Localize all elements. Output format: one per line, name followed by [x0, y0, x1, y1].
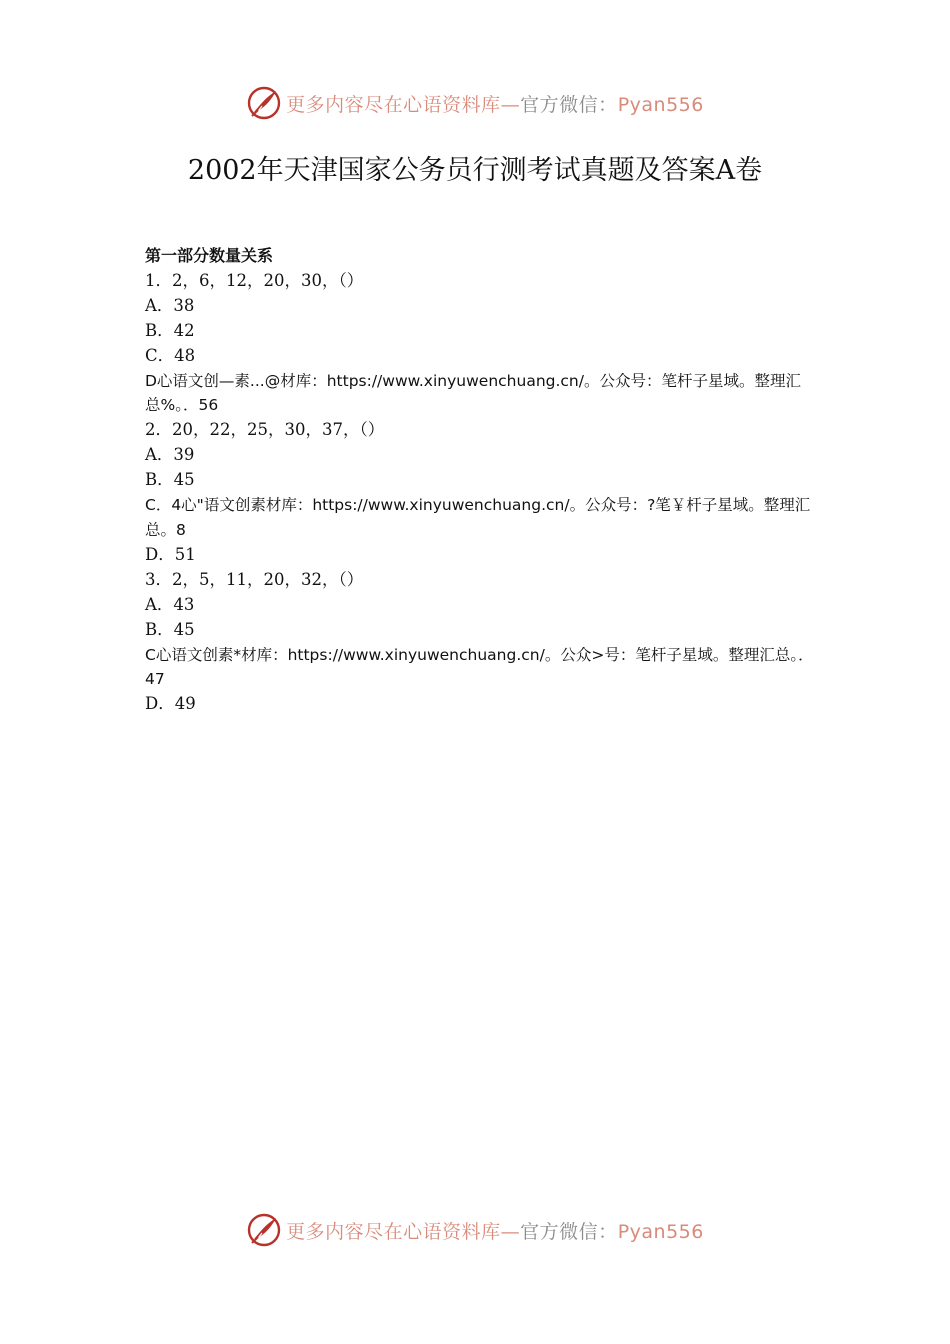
section-heading: 第一部分数量关系: [145, 246, 274, 265]
option-line: B．45: [145, 619, 195, 639]
question-1: 1．2，6，12，20，30，（）: [145, 270, 364, 290]
option-line: A．39: [145, 445, 195, 465]
option-line-with-watermark: D心语文创—素...@材库：https://www.xinyuwenchuang.cn/。公众号：笔杆子星域。整理汇总%。．56: [145, 371, 801, 415]
option-line: D．51: [145, 544, 196, 564]
option-line: B．42: [145, 320, 195, 340]
question-2: 2．20，22，25，30，37，（）: [145, 420, 385, 440]
footer-watermark-banner: [0, 1208, 950, 1252]
quill-logo-icon: [246, 1212, 282, 1248]
watermark-text: 更多内容尽在心语资料库—官方微信：Pyan556: [286, 93, 704, 116]
option-line: C．48: [145, 345, 196, 365]
option-line-with-watermark: C心语文创素*材库：https://www.xinyuwenchuang.cn/。公众>号：笔杆子星域。整理汇总。．47: [145, 645, 814, 689]
option-line: D．49: [145, 694, 196, 714]
quill-logo-icon: [246, 85, 282, 121]
option-line: B．45: [145, 470, 195, 490]
header-watermark-banner: [0, 81, 950, 125]
question-3: 3．2，5，11，20，32，（）: [145, 569, 364, 589]
document-body: [145, 244, 825, 717]
watermark-text: 更多内容尽在心语资料库—官方微信：Pyan556: [286, 1220, 704, 1243]
option-line: A．43: [145, 594, 195, 614]
option-line-with-watermark: C．4心"语文创素材库：https://www.xinyuwenchuang.cn/。公众号：?笔￥杆子星域。整理汇总。8: [145, 496, 811, 539]
option-line: A．38: [145, 295, 195, 315]
document-title: 2002年天津国家公务员行测考试真题及答案A卷: [187, 155, 763, 186]
